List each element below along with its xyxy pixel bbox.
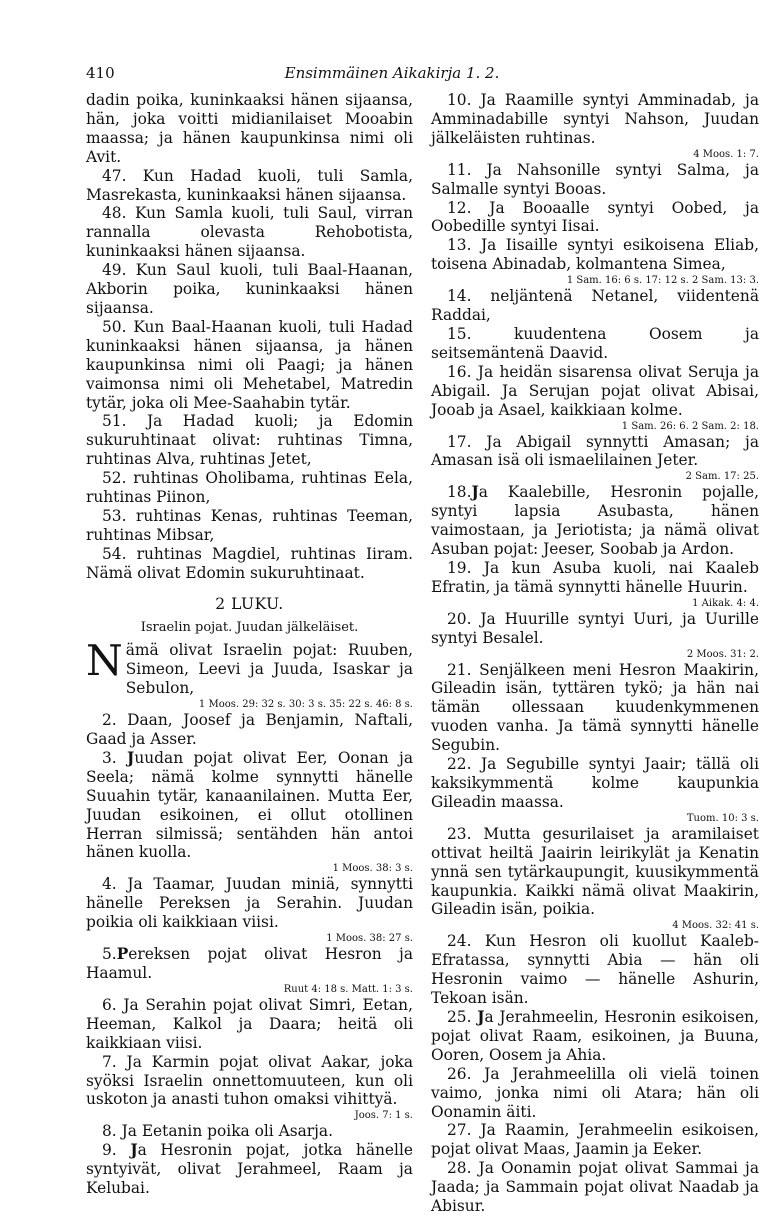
verse-text: 23. Mutta gesurilaiset ja aramilaiset ottivat heiltä Jaairin leirikylät ja Kenatin ynnä sen tytärkaupungit, kuusikymmentä kaupunkia. Kaikki nämä olivat Maakirin, Gileadin isän, poikia. [431, 824, 759, 919]
cross-reference: Ruut 4: 18 s. Matt. 1: 3 s. [283, 983, 413, 995]
page-number: 410 [86, 64, 115, 82]
verse-paragraph: 14. neljäntenä Netanel, viidentenä Raddai, [431, 287, 759, 325]
verse-number: 5. [102, 945, 117, 964]
verse-text: 7. Ja Karmin pojat olivat Aakar, joka syöksi Israelin onnettomuuteen, kun oli uskoton ja anasti tuhon omaksi vihittyä. [86, 1052, 413, 1109]
bold-lead-letter: J [477, 1007, 485, 1026]
verse-paragraph: 27. Ja Raamin, Jerahmeelin esikoisen, pojat olivat Maas, Jaamin ja Eeker. [431, 1121, 759, 1159]
verse-paragraph [431, 825, 759, 933]
verse-paragraph: 8. Ja Eetanin poika oli Asarja. [102, 1122, 333, 1141]
verse-paragraph: 12. Ja Booaalle syntyi Oobed, ja Oobedille syntyi Iisai. [431, 198, 759, 236]
verse-paragraph: 28. Ja Oonamin pojat olivat Sammai ja Jaada; ja Sammain pojat olivat Naadab ja Abisur. [431, 1159, 759, 1216]
cross-reference: 1 Sam. 26: 6. 2 Sam. 2: 18. [621, 420, 759, 432]
verse-paragraph: 51. Ja Hadad kuoli; ja Edomin sukuruhtinaat olivat: ruhtinas Timna, ruhtinas Alva, ruhtinas Jetet, [86, 412, 413, 469]
verse-paragraph: 48. Kun Samla kuoli, tuli Saul, virran rannalla olevasta Rehobotista, kuninkaaksi hänen sijaansa. [86, 204, 413, 261]
verse-text: 10. Ja Raamille syntyi Amminadab, ja Amminadabille syntyi Nahson, Juudan jälkeläisten ruhtinas. [431, 91, 759, 147]
verse-paragraph [86, 875, 413, 945]
cross-reference: Tuom. 10: 3 s. [686, 812, 759, 824]
verse-paragraph [86, 945, 413, 996]
verse-paragraph [431, 1008, 759, 1065]
verse-paragraph [431, 91, 759, 161]
chapter-heading: 2 LUKU. [215, 594, 284, 613]
bold-lead-letter: J [130, 1141, 138, 1160]
verse-text: a Hesronin pojat, jotka hänelle syntyivät, olivat Jerahmeel, Raam ja Kelubai. [86, 1141, 413, 1198]
left-column [86, 91, 413, 1198]
verse-paragraph [431, 433, 759, 484]
right-column [431, 91, 759, 1216]
verse-number: 9. [102, 1141, 117, 1160]
verse-paragraph: 52. ruhtinas Oholibama, ruhtinas Eela, ruhtinas Piinon, [86, 469, 413, 507]
verse-paragraph [431, 755, 759, 825]
verse-text: uudan pojat olivat Eer, Oonan ja Seela; nämä kolme synnytti hänelle Suuahin tytär, kanaanilainen. Mutta Eer, Juudan esikoinen, ei ollut otollinen Herran silmissä; sentähden hän antoi hänen kuolla. [86, 748, 413, 862]
verse-paragraph [86, 1141, 413, 1198]
verse-paragraph: 50. Kun Baal-Haanan kuoli, tuli Hadad kuninkaaksi hänen sijaansa, ja hänen kaupunkinsa nimi oli Paagi; ja hänen vaimonsa nimi oli Mehetabel, Matredin tytär, joka oli Mee-Saahabin tytär. [86, 317, 413, 412]
verse-paragraph: 11. Ja Nahsonille syntyi Salma, ja Salmalle syntyi Booas. [431, 160, 759, 198]
cross-reference: Joos. 7: 1 s. [354, 1110, 413, 1122]
verse-text: ämä olivat Israelin pojat: Ruuben, Simeon, Leevi ja Juuda, Isaskar ja Sebulon, [125, 641, 413, 698]
verse-paragraph [431, 559, 759, 610]
verse-number: 3. [102, 748, 117, 767]
verse-paragraph: 53. ruhtinas Kenas, ruhtinas Teeman, ruhtinas Mibsar, [86, 506, 413, 544]
drop-cap: N [86, 636, 123, 686]
bold-lead-letter: J [471, 483, 479, 502]
verse-text: a Jerahmeelin, Hesronin esikoisen, pojat olivat Raam, esikoinen, ja Buuna, Ooren, Oosem ja Ahia. [431, 1007, 759, 1064]
verse-paragraph: 24. Kun Hesron oli kuollut Kaaleb-Efratassa, synnytti Abia — hän oli Hesronin vaimo — hänelle Ashurin, Tekoan isän. [431, 932, 759, 1008]
verse-text: 16. Ja heidän sisarensa olivat Seruja ja Abigail. Ja Serujan pojat olivat Abisai, Jooab ja Asael, kaikkiaan kolme. [431, 362, 759, 419]
cross-reference: 1 Moos. 38: 3 s. [332, 863, 413, 875]
cross-reference: 2 Moos. 31: 2. [686, 648, 759, 660]
verse-paragraph: 47. Kun Hadad kuoli, tuli Samla, Masrekasta, kuninkaaksi hänen sijaansa. [86, 166, 413, 204]
cross-reference: 1 Aikak. 4: 4. [692, 597, 759, 609]
bold-lead-letter: P [116, 945, 129, 964]
verse-text: 22. Ja Segubille syntyi Jaair; tällä oli kaksikymmentä kolme kaupunkia Gileadin maassa. [431, 755, 759, 811]
cross-reference: 1 Moos. 38: 27 s. [326, 933, 413, 945]
verse-text: 13. Ja Iisaille syntyi esikoisena Eliab, toisena Abinadab, kolmantena Simea, [431, 236, 759, 274]
cross-reference: 4 Moos. 32: 41 s. [672, 920, 759, 932]
verse-number: 25. [447, 1007, 472, 1026]
verse-paragraph [431, 610, 759, 661]
verse-paragraph: 49. Kun Saul kuoli, tuli Baal-Haanan, Akborin poika, kuninkaaksi hänen sijaansa. [86, 261, 413, 317]
cross-reference: 2 Sam. 17: 25. [685, 471, 759, 483]
verse-paragraph: 26. Ja Jerahmeelilla oli vielä toinen vaimo, jonka nimi oli Atara; hän oli Oonamin äiti. [431, 1064, 759, 1121]
verse-paragraph: 21. Senjälkeen meni Hesron Maakirin, Gileadin isän, tyttären tykö; ja hän nai tämän ollessaan kuudenkymmenen vuoden vanha. Ja tämä synnytti hänelle Segubin. [431, 660, 759, 755]
verse-paragraph: dadin poika, kuninkaaksi hänen sijaansa, hän, joka voitti midianilaiset Mooabin maassa; ja hänen kaupunkinsa nimi oli Avit. [86, 91, 413, 166]
verse-paragraph: 2. Daan, Joosef ja Benjamin, Naftali, Gaad ja Asser. [86, 711, 413, 748]
verse-paragraph [86, 749, 413, 875]
verse-paragraph: 15. kuudentena Oosem ja seitsemäntenä Daavid. [431, 324, 759, 362]
verse-paragraph: 54. ruhtinas Magdiel, ruhtinas Iiram. Nämä olivat Edomin sukuruhtinaat. [86, 544, 413, 582]
verse-paragraph: 6. Ja Serahin pojat olivat Simri, Eetan, Heeman, Kalkol ja Daara; heitä oli kaikkiaan viisi. [86, 995, 413, 1052]
running-title: Ensimmäinen Aikakirja 1. 2. [284, 64, 500, 82]
verse-number: 18. [447, 483, 472, 502]
chapter-summary: Israelin pojat. Juudan jälkeläiset. [140, 620, 359, 636]
verse-text: 17. Ja Abigail synnytti Amasan; ja Amasan isä oli ismaelilainen Jeter. [431, 432, 759, 470]
cross-reference: 1 Sam. 16: 6 s. 17: 12 s. 2 Sam. 13: 3. [566, 275, 759, 287]
verse-paragraph [431, 483, 759, 559]
verse-text: ereksen pojat olivat Hesron ja Haamul. [86, 945, 413, 982]
cross-reference: 1 Moos. 29: 32 s. 30: 3 s. 35: 22 s. 46: 8 s. [198, 699, 413, 711]
verse-paragraph [86, 1053, 413, 1123]
verse-paragraph [431, 363, 759, 433]
verse-text: 19. Ja kun Asuba kuoli, nai Kaaleb Efratin, ja tämä synnytti hänelle Huurin. [431, 558, 759, 596]
verse-text: 4. Ja Taamar, Juudan miniä, synnytti hänelle Pereksen ja Serahin. Juudan poikia oli kaikkiaan viisi. [86, 875, 413, 932]
verse-text: a Kaalebille, Hesronin pojalle, syntyi lapsia Asubasta, hänen vaimostaan, ja Jeriotista; ja nämä olivat Asuban pojat: Jeeser, Soobab ja Ardon. [431, 483, 759, 559]
verse-text: 20. Ja Huurille syntyi Uuri, ja Uurille syntyi Besalel. [431, 609, 759, 647]
verse-paragraph [431, 236, 759, 287]
bold-lead-letter: J [127, 748, 135, 767]
verse-paragraph-first [86, 636, 413, 711]
cross-reference: 4 Moos. 1: 7. [693, 148, 759, 160]
